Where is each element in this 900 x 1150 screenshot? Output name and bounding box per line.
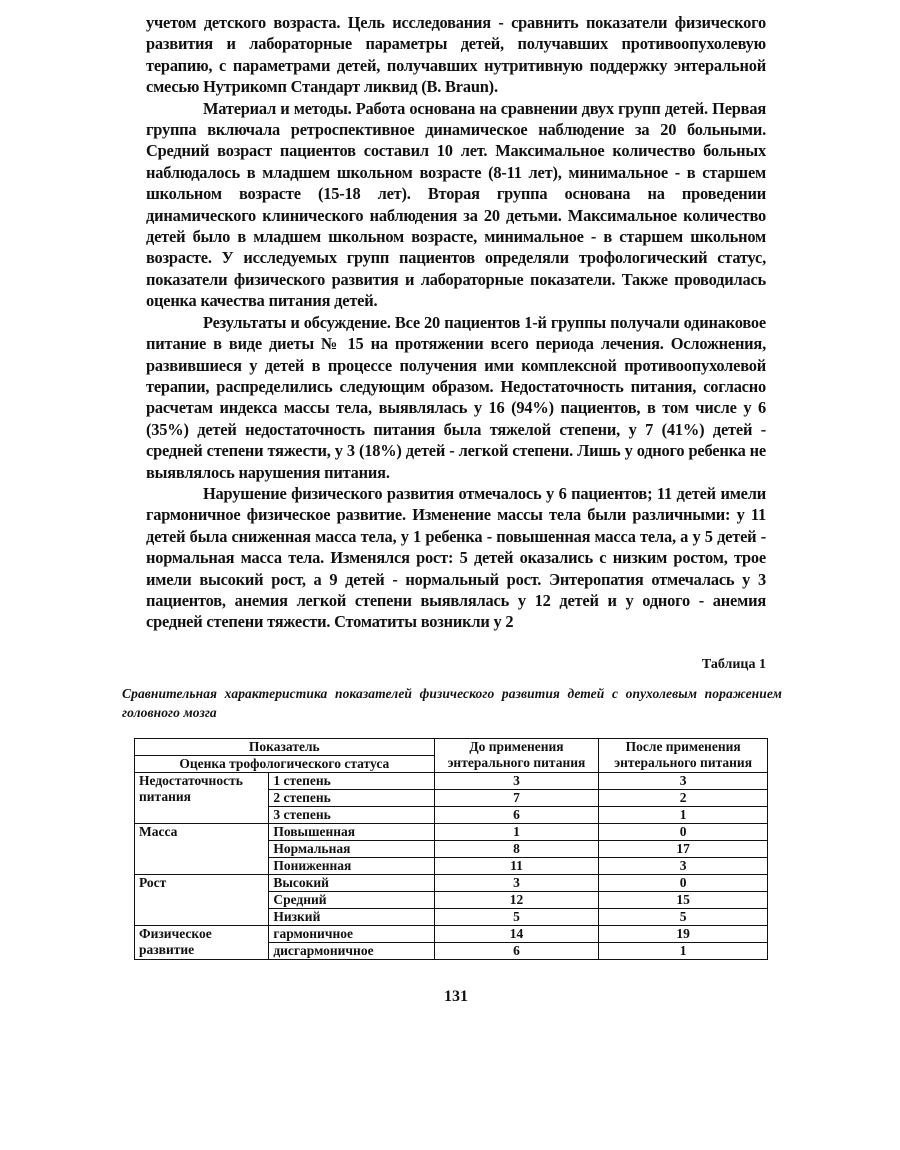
table-row-label: Высокий — [269, 875, 434, 892]
document-page — [122, 12, 782, 1005]
table-cell-before: 7 — [434, 790, 599, 807]
table-label: Таблица 1 — [701, 657, 766, 672]
table-cell-before: 6 — [434, 943, 599, 960]
paragraph-development: Нарушение физического развития отмечалось у 6 пациентов; 11 детей имели гармоничное физическое развитие. Изменение массы тела были различными: у 11 детей была сниженная масса тела, у 1 ребенка - повышенная масса тела, а у 5 детей - нормальная масса тела. Изменялся рост: 5 детей оказались с низким ростом, трое имели высокий рост, а 9 детей - нормальный рост. Энтеропатия отмечалась у 3 пациентов, анемия легкой степени выявлялась у 12 детей и у одного - анемия средней степени тяжести. Стоматиты возникли у 2 — [146, 483, 766, 632]
table-cell-after: 3 — [599, 773, 768, 790]
table-cell-after: 1 — [599, 807, 768, 824]
table-cell-after: 0 — [599, 875, 768, 892]
table-cell-before: 3 — [434, 773, 599, 790]
header-subheader: Оценка трофологического статуса — [135, 756, 435, 773]
header-before: До применения энтерального питания — [434, 739, 599, 773]
table-category: Масса — [135, 824, 269, 875]
table-cell-after: 15 — [599, 892, 768, 909]
table-cell-after: 17 — [599, 841, 768, 858]
table-cell-before: 3 — [434, 875, 599, 892]
section-title-results: Результаты и обсуждение. — [203, 312, 391, 332]
header-after: После применения энтерального питания — [599, 739, 768, 773]
table-cell-after: 1 — [599, 943, 768, 960]
table-cell-before: 1 — [434, 824, 599, 841]
table-row-label: Повышенная — [269, 824, 434, 841]
table-category: Физическое развитие — [135, 926, 269, 960]
table-row-label: Пониженная — [269, 858, 434, 875]
table-row-label: 2 степень — [269, 790, 434, 807]
section-title-methods: Материал и методы. — [203, 98, 352, 118]
table-row — [135, 875, 768, 892]
table-cell-after: 2 — [599, 790, 768, 807]
table-category: Недостаточность питания — [135, 773, 269, 824]
table-cell-after: 3 — [599, 858, 768, 875]
table-cell-before: 12 — [434, 892, 599, 909]
table-row-label: Низкий — [269, 909, 434, 926]
table-cell-before: 8 — [434, 841, 599, 858]
table-cell-after: 5 — [599, 909, 768, 926]
table-row-label: Средний — [269, 892, 434, 909]
paragraph-intro: учетом детского возраста. Цель исследования - сравнить показатели физического развития и лабораторные параметры детей, получавших противоопухолевую терапию, с параметрами детей, получавших нутритивную поддержку энтеральной смесью Нутрикомп Стандарт ликвид (B. Braun). — [146, 13, 766, 97]
table-row — [135, 926, 768, 943]
table-cell-before: 6 — [434, 807, 599, 824]
table-caption: Сравнительная характеристика показателей физического развития детей с опухолевым поражением головного мозга — [122, 686, 782, 720]
header-indicator: Показатель — [135, 739, 435, 756]
table-category: Рост — [135, 875, 269, 926]
data-table — [134, 738, 768, 960]
table-cell-before: 5 — [434, 909, 599, 926]
table-cell-after: 0 — [599, 824, 768, 841]
table-cell-before: 14 — [434, 926, 599, 943]
table-row-label: дисгармоничное — [269, 943, 434, 960]
table-body — [135, 773, 768, 960]
table-row-label: 1 степень — [269, 773, 434, 790]
paragraph-methods — [146, 98, 766, 312]
table-cell-after: 19 — [599, 926, 768, 943]
table-row-label: Нормальная — [269, 841, 434, 858]
table-row — [135, 773, 768, 790]
table-row-label: 3 степень — [269, 807, 434, 824]
table-cell-before: 11 — [434, 858, 599, 875]
page-number: 131 — [444, 988, 468, 1005]
results-body: Все 20 пациентов 1-й группы получали одинаковое питание в виде диеты № 15 на протяжении всего периода лечения. Осложнения, развившиеся у детей в процессе получения ими комплексной противоопухолевой терапии, распределились следующим образом. Недостаточность питания, согласно расчетам индекса массы тела, выявлялась у 16 (94%) пациентов, в том числе у 6 (35%) детей недостаточность питания была тяжелой степени, у 7 (41%) детей - средней степени тяжести, у 3 (18%) детей - легкой степени. Лишь у одного ребенка не выявлялось нарушения питания. — [146, 312, 766, 482]
table-row — [135, 824, 768, 841]
table-row-label: гармоничное — [269, 926, 434, 943]
paragraph-results — [146, 312, 766, 483]
methods-body: Работа основана на сравнении двух групп детей. Первая группа включала ретроспективное динамическое наблюдение за 20 больными. Средний возраст пациентов составил 10 лет. Максимальное количество больных наблюдалось в младшем школьном возрасте (8-11 лет), минимальное - в старшем школьном возрасте (15-18 лет). Вторая группа основана на проведении динамического клинического наблюдения за 20 детьми. Максимальное количество детей было в младшем школьном возрасте, минимальное - в старшем школьном возрасте. У исследуемых групп пациентов определяли трофологический статус, показатели физического развития и лабораторные показатели. Также проводилась оценка качества питания детей. — [146, 98, 766, 311]
